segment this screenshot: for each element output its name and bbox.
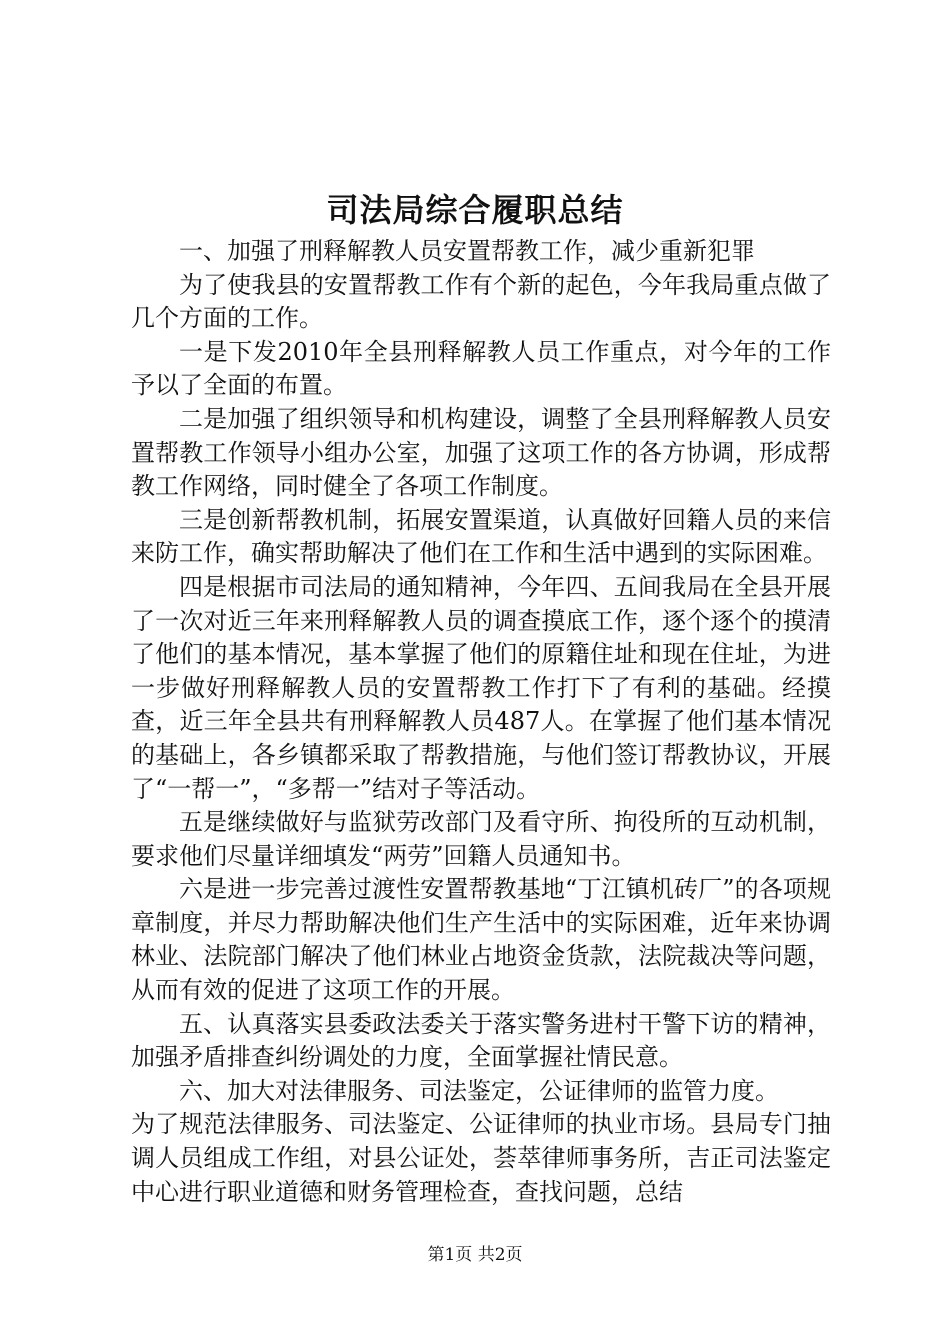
body-paragraph: 五是继续做好与监狱劳改部门及看守所、拘役所的互动机制，要求他们尽量详细填发“两劳”回籍人员通知书。 — [131, 808, 831, 870]
body-paragraph: 一是下发2010年全县刑释解教人员工作重点，对今年的工作予以了全面的布置。 — [131, 337, 831, 400]
section-heading-5: 五、认真落实县委政法委关于落实警务进村干警下访的精神，加强矛盾排查纠纷调处的力度，全面掌握社情民意。 — [131, 1009, 831, 1072]
body-paragraph: 四是根据市司法局的通知精神，今年四、五间我局在全县开展了一次对近三年来刑释解教人员的调查摸底工作，逐个逐个的摸清了他们的基本情况，基本掌握了他们的原籍住址和现在住址，为进一步做好刑释解教人员的安置帮教工作打下了有利的基础。经摸查，近三年全县共有刑释解教人员487人。在掌握了他们基本情况的基础上，各乡镇都采取了帮教措施，与他们签订帮教协议，开展了“一帮一”，“多帮一”结对子等活动。 — [131, 572, 831, 803]
document-body — [131, 235, 831, 1209]
document-title: 司法局综合履职总结 — [326, 191, 624, 229]
page-footer: 第1页 共2页 — [427, 1245, 523, 1265]
body-paragraph: 为了规范法律服务、司法鉴定、公证律师的执业市场。县局专门抽调人员组成工作组，对县公证处，荟萃律师事务所，吉正司法鉴定中心进行职业道德和财务管理检查，查找问题，总结 — [131, 1110, 831, 1206]
section-heading-6: 六、加大对法律服务、司法鉴定，公证律师的监管力度。 — [179, 1076, 779, 1105]
section-heading-1: 一、加强了刑释解教人员安置帮教工作，减少重新犯罪 — [179, 237, 755, 265]
body-paragraph: 为了使我县的安置帮教工作有个新的起色，今年我局重点做了几个方面的工作。 — [131, 270, 831, 333]
body-paragraph: 二是加强了组织领导和机构建设，调整了全县刑释解教人员安置帮教工作领导小组办公室，加强了这项工作的各方协调，形成帮教工作网络，同时健全了各项工作制度。 — [131, 404, 831, 501]
body-paragraph: 三是创新帮教机制，拓展安置渠道，认真做好回籍人员的来信来防工作，确实帮助解决了他们在工作和生活中遇到的实际困难。 — [131, 505, 831, 568]
body-paragraph: 六是进一步完善过渡性安置帮教基地“丁江镇机砖厂”的各项规章制度，并尽力帮助解决他们生产生活中的实际困难，近年来协调林业、法院部门解决了他们林业占地资金货款，法院裁决等问题，从而有效的促进了这项工作的开展。 — [131, 875, 831, 1005]
